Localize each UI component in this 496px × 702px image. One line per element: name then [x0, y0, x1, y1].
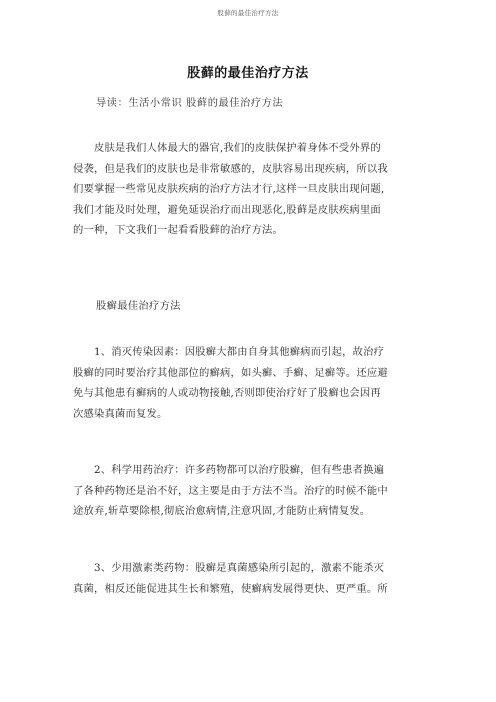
item-1-paragraph [73, 342, 427, 424]
paragraph-line: 了各种药物还是治不好，这主要是由于方法不当。治疗的时候不能中 [73, 484, 388, 497]
paragraph-line: 途放弃,斩草要除根,彻底治愈病情,注意巩固,才能防止病情复发。 [73, 505, 371, 517]
paragraph-line: 股癣的同时要治疗其他部位的癣病，如头癣、手癣、足癣等。还应避 [73, 366, 388, 379]
page-title: 股藓的最佳治疗方法 [187, 66, 309, 81]
paragraph-line: 真菌，相反还能促进其生长和繁殖，使癣病发展得更快、更严重。所 [73, 582, 388, 595]
paragraph-line: 我们才能及时处理，避免延误治疗而出现恶化,股藓是皮肤疾病里面 [73, 203, 381, 216]
paragraph-line: 们要掌握一些常见皮肤疾病的治疗方法才行,这样一旦皮肤出现问题, [73, 183, 385, 195]
paragraph-line: 3、少用激素类药物：股癣是真菌感染所引起的，激素不能杀灭 [73, 562, 385, 574]
paragraph-line: 侵袭，但是我们的皮肤也是非常敏感的，皮肤容易出现疾病，所以我 [73, 162, 388, 175]
paragraph-line: 的一种，下文我们一起看看股藓的治疗方法。 [73, 224, 283, 236]
item-3-paragraph [73, 558, 427, 599]
intro-paragraph [73, 138, 427, 241]
paragraph-line: 1、消灭传染因素：因股癣大都由自身其他癣病而引起，故治疗 [73, 346, 385, 358]
lead-text: 导读：生活小常识 股藓的最佳治疗方法 [96, 98, 284, 109]
paragraph-line: 皮肤是我们人体最大的器官,我们的皮肤保护着身体不受外界的 [73, 142, 381, 154]
item-2-paragraph [73, 460, 427, 522]
paragraph-line: 次感染真菌而复发。 [73, 407, 168, 420]
paragraph-line: 2、科学用药治疗：许多药物都可以治疗股癣，但有些患者换遍 [73, 464, 385, 476]
paragraph-line: 免与其他患有癣病的人或动物接触,否则即使治疗好了股癣也会因再 [73, 387, 381, 399]
running-header: 股藓的最佳治疗方法 [217, 9, 279, 17]
section-heading: 股癣最佳治疗方法 [96, 300, 181, 312]
